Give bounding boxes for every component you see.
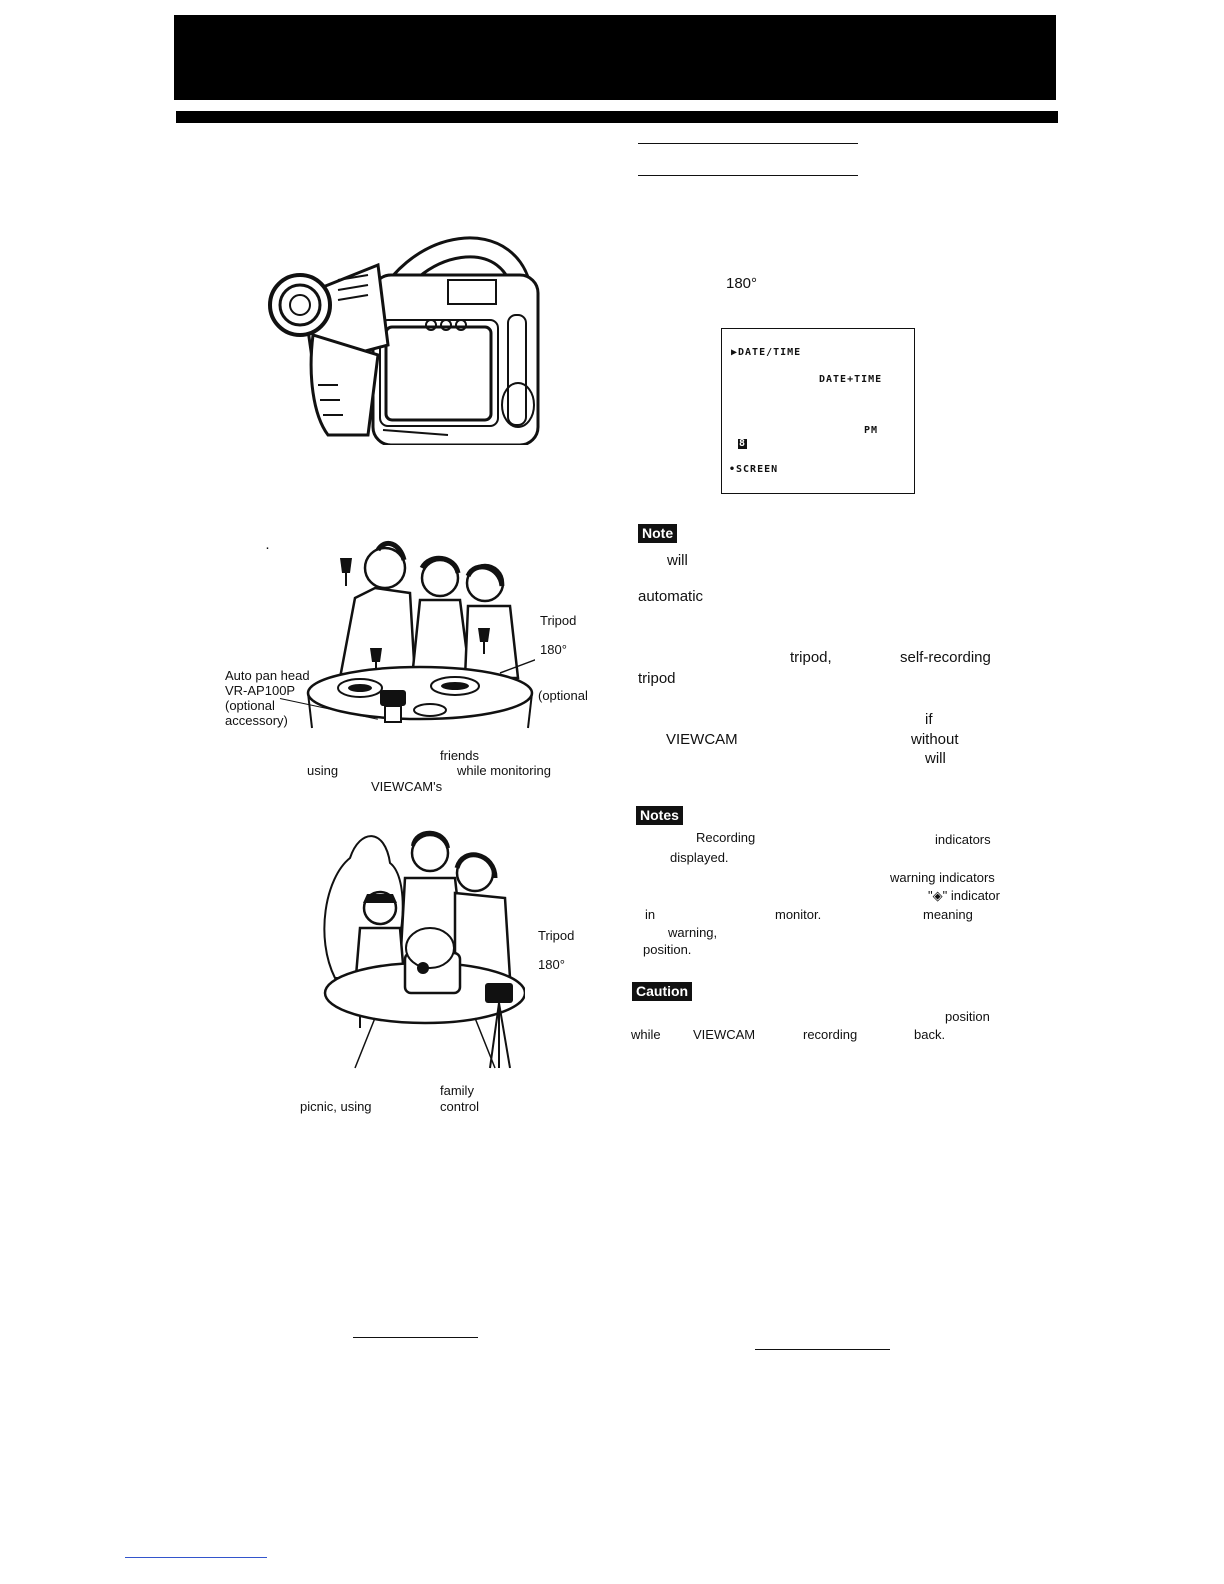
caption-fragment: friends (440, 748, 480, 763)
camera-illustration (268, 225, 548, 445)
note-fragment: tripod, (790, 649, 832, 666)
blank-rule (638, 143, 858, 144)
notes-fragment: position. (643, 942, 692, 957)
note-fragment: self-recording (900, 649, 991, 666)
picnic-illustration (315, 818, 525, 1073)
optional-label: (optional (225, 698, 275, 713)
note-tag: Note (638, 524, 677, 543)
screen-menu-item: PM (864, 425, 879, 436)
party-illustration (300, 538, 535, 738)
footer-rule (755, 1349, 890, 1350)
blank-rule (638, 175, 858, 176)
caution-fragment: position (945, 1009, 990, 1024)
optional-label: (optional (538, 688, 588, 703)
notes-fragment: warning indicators (890, 870, 995, 885)
header-bar (174, 15, 1056, 100)
caution-tag: Caution (632, 982, 692, 1001)
caption-fragment: VIEWCAM's (371, 779, 443, 794)
dot-fragment: · (265, 539, 270, 556)
caution-fragment: while (631, 1027, 661, 1042)
screen-menu-item: •SCREEN (729, 464, 779, 475)
note-fragment: VIEWCAM (666, 731, 738, 748)
notes-fragment: monitor. (775, 907, 822, 922)
caution-fragment: VIEWCAM (693, 1027, 756, 1042)
notes-fragment: "◈" indicator (928, 888, 1000, 903)
caution-fragment: recording (803, 1027, 858, 1042)
footer-link-rule (125, 1557, 267, 1558)
notes-fragment: displayed. (670, 850, 729, 865)
caption-fragment: control (440, 1099, 480, 1114)
note-fragment: if (925, 711, 933, 728)
notes-tag: Notes (636, 806, 683, 825)
note-fragment: tripod (638, 670, 676, 687)
screen-menu-item: DATE+TIME (819, 374, 883, 385)
accessory-label: accessory) (225, 713, 288, 728)
caution-fragment: back. (914, 1027, 946, 1042)
note-fragment: will (925, 750, 946, 767)
angle-label: 180° (538, 957, 565, 972)
angle-label: 180° (540, 642, 567, 657)
note-fragment: will (667, 552, 688, 569)
note-fragment: without (911, 731, 959, 748)
screen-menu-item: ▶DATE/TIME (731, 347, 802, 358)
auto-pan-head-label: Auto pan head (225, 668, 310, 683)
notes-fragment: Recording (696, 830, 756, 845)
tripod-label: Tripod (540, 613, 577, 628)
model-label: VR-AP100P (225, 683, 296, 698)
caption-fragment: family (440, 1083, 474, 1098)
header-rule (176, 111, 1058, 123)
caption-fragment: using (307, 763, 339, 778)
tripod-label: Tripod (538, 928, 575, 943)
caption-fragment: while monitoring (457, 763, 551, 778)
angle-text: 180° (726, 275, 758, 292)
screen-menu-item: 8 (739, 438, 747, 449)
note-fragment: automatic (638, 588, 704, 605)
caption-fragment: picnic, using (300, 1099, 372, 1114)
notes-fragment: in (645, 907, 656, 922)
notes-fragment: meaning (923, 907, 973, 922)
notes-fragment: warning, (668, 925, 718, 940)
footer-rule (353, 1337, 478, 1338)
notes-fragment: indicators (935, 832, 991, 847)
